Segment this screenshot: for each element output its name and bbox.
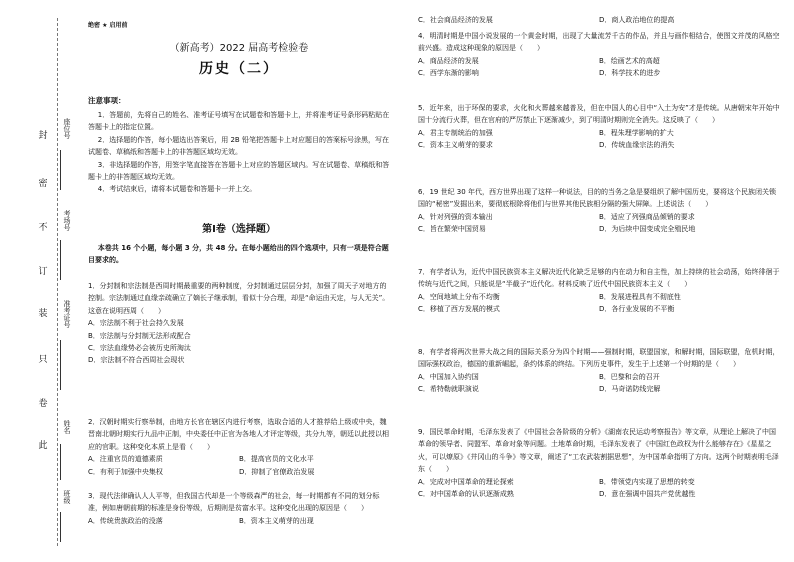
question-stem: 3．现代法律确认人人平等，但我国古代却是一个等级森严的社会，每一时期都有不同的划分标准，例如唐朝前期的标准是身份等级，后期则是贫富水平。这种变化出现的原因是（ ）: [88, 492, 380, 513]
option-c: C．宗法血缘势必会被历史所淘汰: [88, 344, 191, 353]
option-a: A．空间地域上分布不均衡: [418, 292, 500, 301]
class-field: 班级: [63, 490, 71, 504]
option-c: C．社会商品经济的发展: [418, 16, 493, 24]
option-a: A．针对列强的资本输出: [418, 212, 493, 221]
option-d: D．宗法制不符合西周社会现状: [88, 356, 185, 365]
binding-char: 密: [38, 179, 48, 189]
exam-room-field: 考场号: [63, 210, 71, 231]
question-stem: 7．有学者认为，近代中国民族资本主义解决近代化缺乏足够的内在动力和自主性，加上持续的社会动荡，始终徘徊于传统与近代之间，只能说是“半截子”近代化。材料反映了近代中国民族资本主义（ ）: [418, 268, 780, 289]
exam-room-line: [60, 240, 61, 280]
option-c: C．移植了西方发展的模式: [418, 305, 500, 314]
seat-number-line: [60, 150, 61, 190]
option-a: A．完成对中国革命的理论探索: [418, 477, 514, 486]
secret-label: 绝密 ★ 启用前: [88, 22, 128, 29]
option-c: C．对中国革命的认识逐渐成熟: [418, 490, 514, 499]
option-b: B．程朱理学影响的扩大: [599, 128, 674, 137]
question-stem: 1．分封制和宗法制是西周时期最重要的两种制度，分封制通过层层分封，加强了周天子对地方的控制。宗法制通过血缘亲疏确立了嫡长子继承制，看似十分合理，却是“命运由天定，与人无关”。这意在说明西周（ ）: [88, 282, 390, 315]
binding-margin: [0, 0, 72, 562]
binding-char: 只: [38, 355, 48, 365]
part1-instruction: 本卷共 16 个小题，每小题 3 分，共 48 分。在每小题给出的四个选项中，只有一项是符合题目要求的。: [88, 244, 389, 265]
name-field: 姓名: [63, 420, 71, 434]
question-block: [88, 416, 390, 478]
option-a: A．君主专制统治的加强: [418, 128, 493, 137]
question-block: [418, 30, 780, 80]
option-b: B．适应了列强商品倾销的要求: [599, 212, 695, 221]
notes-list: [88, 109, 390, 196]
binding-char: 不: [38, 223, 48, 233]
option-b: B．宗法制与分封制无法形成配合: [88, 331, 191, 340]
question-stem: 4．明清时期是中国小说发展的一个黄金时期，出现了大量流芳千古的作品，并且与画作相结合，使图文并茂的风格空前兴盛。造成这种现象的原因是（ ）: [418, 32, 780, 53]
question-block: [418, 266, 780, 316]
question-stem: 8．有学者将两次世界大战之间的国际关系分为四个时期——强制时期，联盟国家，和解时期，国际联盟，危机时期，国际强权政治，德国的重新崛起，条约体系的终结。下列历史事件，发生于上述第一个时期的是（ ）: [418, 348, 780, 369]
binding-dashed-line: [57, 18, 58, 546]
question-block: [88, 280, 390, 367]
name-line: [60, 444, 61, 480]
binding-char: 封: [38, 131, 48, 141]
option-c: C．资本主义萌芽的要求: [418, 141, 493, 150]
seat-number-field: 座位号: [63, 118, 71, 139]
binding-char: 装: [38, 309, 48, 319]
subject-title: 历史（二）: [199, 61, 279, 77]
admission-number-line: [60, 340, 61, 390]
option-a: A．注重官员的道德素质: [88, 455, 163, 464]
exam-title: （新高考）2022 届高考检验卷: [169, 43, 309, 54]
question-stem: 9．国民革命时期，毛泽东发表了《中国社会各阶级的分析》《湖南农民运动考察报告》等文章，从理论上解决了中国革命的领导者、同盟军、革命对象等问题。土地革命时期，毛泽东发表了《中国红色政权为什么能够存在》《星星之火，可以燎原》《井冈山的斗争》等文章，阐述了“工农武装割据思想”，为中国革命指明了方向。这两个时期表明毛泽东（ ）: [418, 428, 779, 474]
right-column: [418, 0, 780, 562]
option-c: C．希特勒就职演说: [418, 385, 479, 394]
option-d: D．科学技术的进步: [599, 69, 661, 78]
option-d: D．抑制了官僚政治发展: [239, 467, 315, 476]
binding-char: 订: [38, 267, 48, 277]
question-stem: 2．汉朝时期实行察举制，由地方长官在辖区内进行考察，选取合适的人才推荐给上级或中央，魏晋南北朝时期实行九品中正制，中央委任中正官为各地人才评定等级，共分九等，朝廷以此授以相应的官职。这种变化本质上是看（ ）: [88, 418, 389, 451]
binding-char: 卷: [38, 399, 48, 409]
option-b: B．巴黎和会的召开: [599, 372, 660, 381]
note-item: 3．非选择题的作答，用签字笔直接答在答题卡上对应的答题区域内。写在试题卷、草稿纸和答题卡上的非答题区域均无效。: [88, 160, 390, 182]
question-block: [88, 490, 390, 527]
option-d: D．为后续中国变成完全殖民地: [599, 225, 696, 234]
class-line: [60, 512, 61, 542]
option-a: A．商品经济的发展: [418, 56, 479, 65]
option-d: D．马奇诺防线完解: [599, 385, 661, 394]
question-block: [418, 426, 780, 500]
option-b: B．提高官员的文化水平: [239, 455, 314, 464]
option-b: B．发展进程具有不彻底性: [599, 292, 681, 301]
left-column: [88, 0, 390, 562]
option-b: B．资本主义萌芽的出现: [239, 516, 314, 525]
notes-title: 注意事项：: [88, 96, 126, 105]
option-b: B．带领党内实现了思想的转变: [599, 477, 695, 486]
option-d: D．各行业发展的不平衡: [599, 305, 675, 314]
option-a: A．宗法制不利于社会持久发展: [88, 319, 184, 328]
option-d: D．商人政治地位的提高: [599, 16, 675, 24]
part1-title: 第Ⅰ卷（选择题）: [202, 224, 276, 235]
question-block: [418, 346, 780, 396]
question-block: [418, 102, 780, 152]
option-a: A．中国加入协约国: [418, 372, 479, 381]
option-d: D．传统血缘宗法的消失: [599, 141, 675, 150]
option-d: D．意在强调中国共产党优越性: [599, 490, 696, 499]
option-c: C．旨在繁荣中国贸易: [418, 225, 486, 234]
question-stem: 6．19 世纪 30 年代，西方世界出现了这样一种说法，目的的当务之急是要组织了解中国历史，要将这个民族闭关锁国的“秘密”发掘出来，要彻底根除将他们与世界其他民族相分隔的强大屏障。上述说法（ ）: [418, 188, 776, 209]
option-c: C．有利于加强中央集权: [88, 467, 163, 476]
question-block: [418, 14, 780, 26]
option-b: B．绘画艺术的高超: [599, 56, 660, 65]
note-item: 1．答题前，先将自己的姓名、准考证号填写在试题卷和答题卡上，并将准考证号条形码粘贴在答题卡上的指定位置。: [88, 111, 390, 132]
admission-number-field: 准考证号: [63, 300, 71, 328]
binding-char: 此: [38, 441, 48, 451]
question-block: [418, 186, 780, 236]
option-c: C．西学东渐的影响: [418, 69, 479, 78]
question-stem: 5．近年来，出于环保的要求，火化和火葬越来越普及，但在中国人的心目中“入土为安”才是传统。从唐朝宋年开始中国十分流行火葬，但在官府的严厉禁止下逐渐减少，到了明清时期则完全消失。这反映了（ ）: [418, 104, 780, 125]
note-item: 4．考试结束后，请将本试题卷和答题卡一并上交。: [97, 185, 257, 194]
note-item: 2．选择题的作答，每小题选出答案后，用 2B 铅笔把答题卡上对应题目的答案标号涂黑，写在试题卷、草稿纸和答题卡上的非答题区域均无效。: [88, 135, 389, 157]
option-a: A．传统贵族政治的没落: [88, 516, 163, 525]
